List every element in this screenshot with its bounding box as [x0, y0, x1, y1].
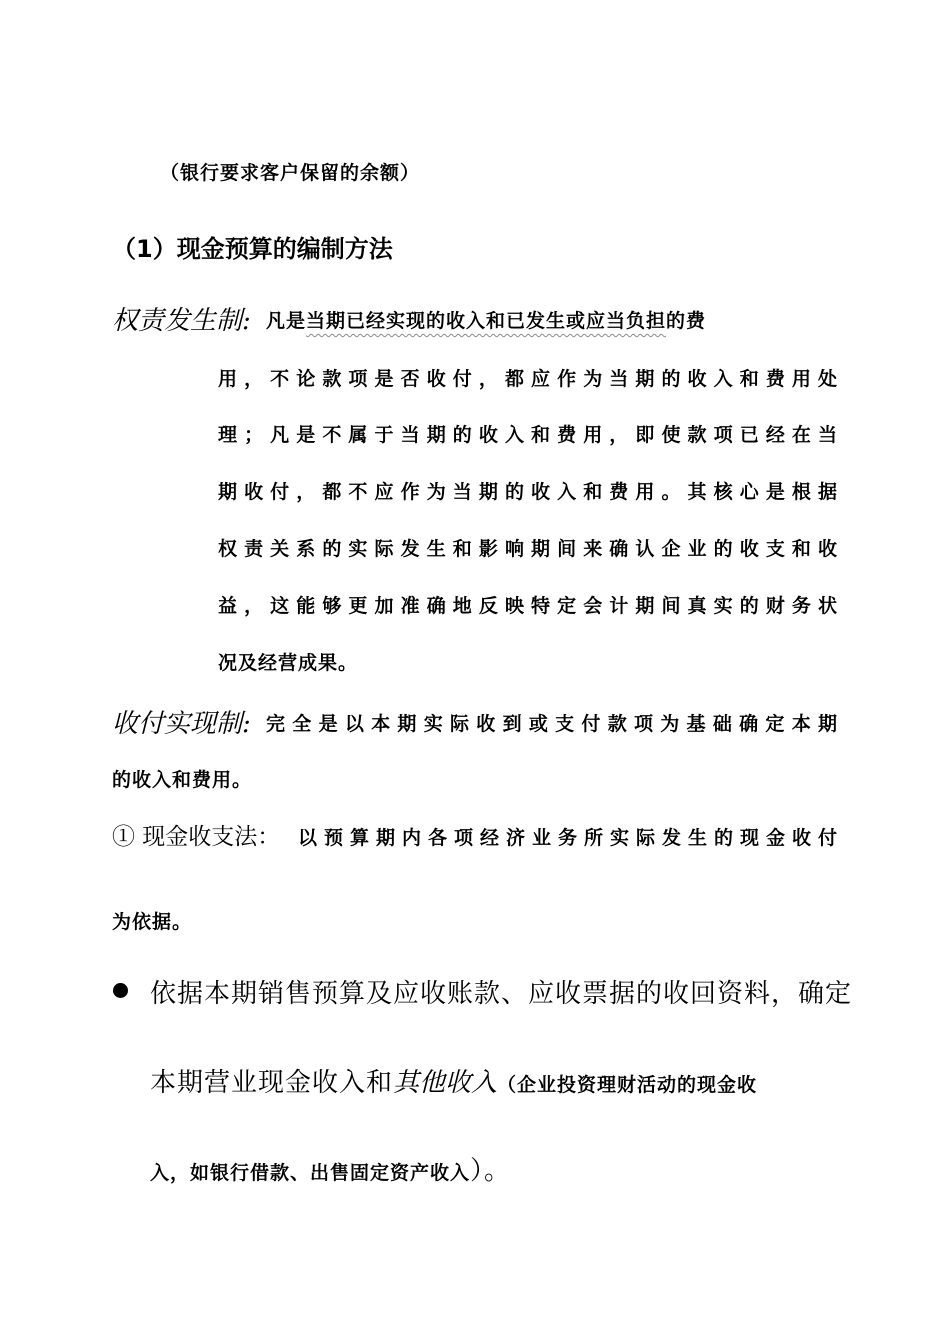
section-heading: （1）现金预算的编制方法: [112, 235, 393, 263]
cash-first-line: 完全是以本期实际收到或支付款项为基础确定本期: [266, 713, 838, 735]
accrual-line-1: 用，不论款项是否收付，都应作为当期的收入和费用处: [218, 368, 838, 390]
accrual-line-3: 期收付，都不应作为当期的收入和费用。其核心是根据: [218, 481, 838, 503]
method-first-line: 以预算期内各项经济业务所实际发生的现金收付: [298, 827, 838, 849]
accrual-line-4: 权责关系的实际发生和影响期间来确认企业的收支和收: [218, 538, 838, 560]
bullet-line-2-main: 本期营业现金收入和: [150, 1068, 394, 1098]
cash-colon: :: [242, 709, 251, 739]
cash-term-row: [112, 703, 251, 740]
cash-second-line: 的收入和费用。: [112, 769, 253, 791]
bullet-dot-icon: [113, 983, 128, 998]
bullet-line-2: [150, 1062, 757, 1099]
accrual-first-line: [266, 306, 838, 333]
accrual-first-pre: 凡是: [266, 310, 307, 332]
method-second-line: 为依据。: [112, 911, 193, 933]
cash-term: 收付实现制: [112, 709, 243, 739]
accrual-line-6: 况及经营成果。: [218, 652, 359, 674]
accrual-line-5: 益，这能够更加准确地反映特定会计期间真实的财务状: [218, 595, 838, 617]
accrual-term-row: [112, 300, 251, 337]
bullet-line-2-italic: 其他收入: [393, 1068, 498, 1098]
bullet-line-3-small: 入，如银行借款、出售固定资产收入: [150, 1162, 471, 1184]
accrual-term: 权责发生制: [112, 306, 243, 336]
accrual-colon: :: [242, 306, 251, 336]
bullet-line-2-small: （企业投资理财活动的现金收: [497, 1074, 758, 1096]
accrual-line-2: 理；凡是不属于当期的收入和费用，即使款项已经在当: [218, 424, 838, 446]
bullet-line-3-tail: ）。: [470, 1156, 512, 1186]
bullet-line-1: 依据本期销售预算及应收账款、应收票据的收回资料，确定: [150, 979, 853, 1009]
method-label: ① 现金收支法：: [112, 824, 281, 850]
reserve-note: （银行要求客户保留的余额）: [160, 162, 421, 184]
accrual-first-post: 的费: [666, 310, 707, 332]
accrual-first-underlined: 当期已经实现的收入和已发生或应当负担: [306, 310, 667, 332]
bullet-line-3: [150, 1150, 511, 1187]
